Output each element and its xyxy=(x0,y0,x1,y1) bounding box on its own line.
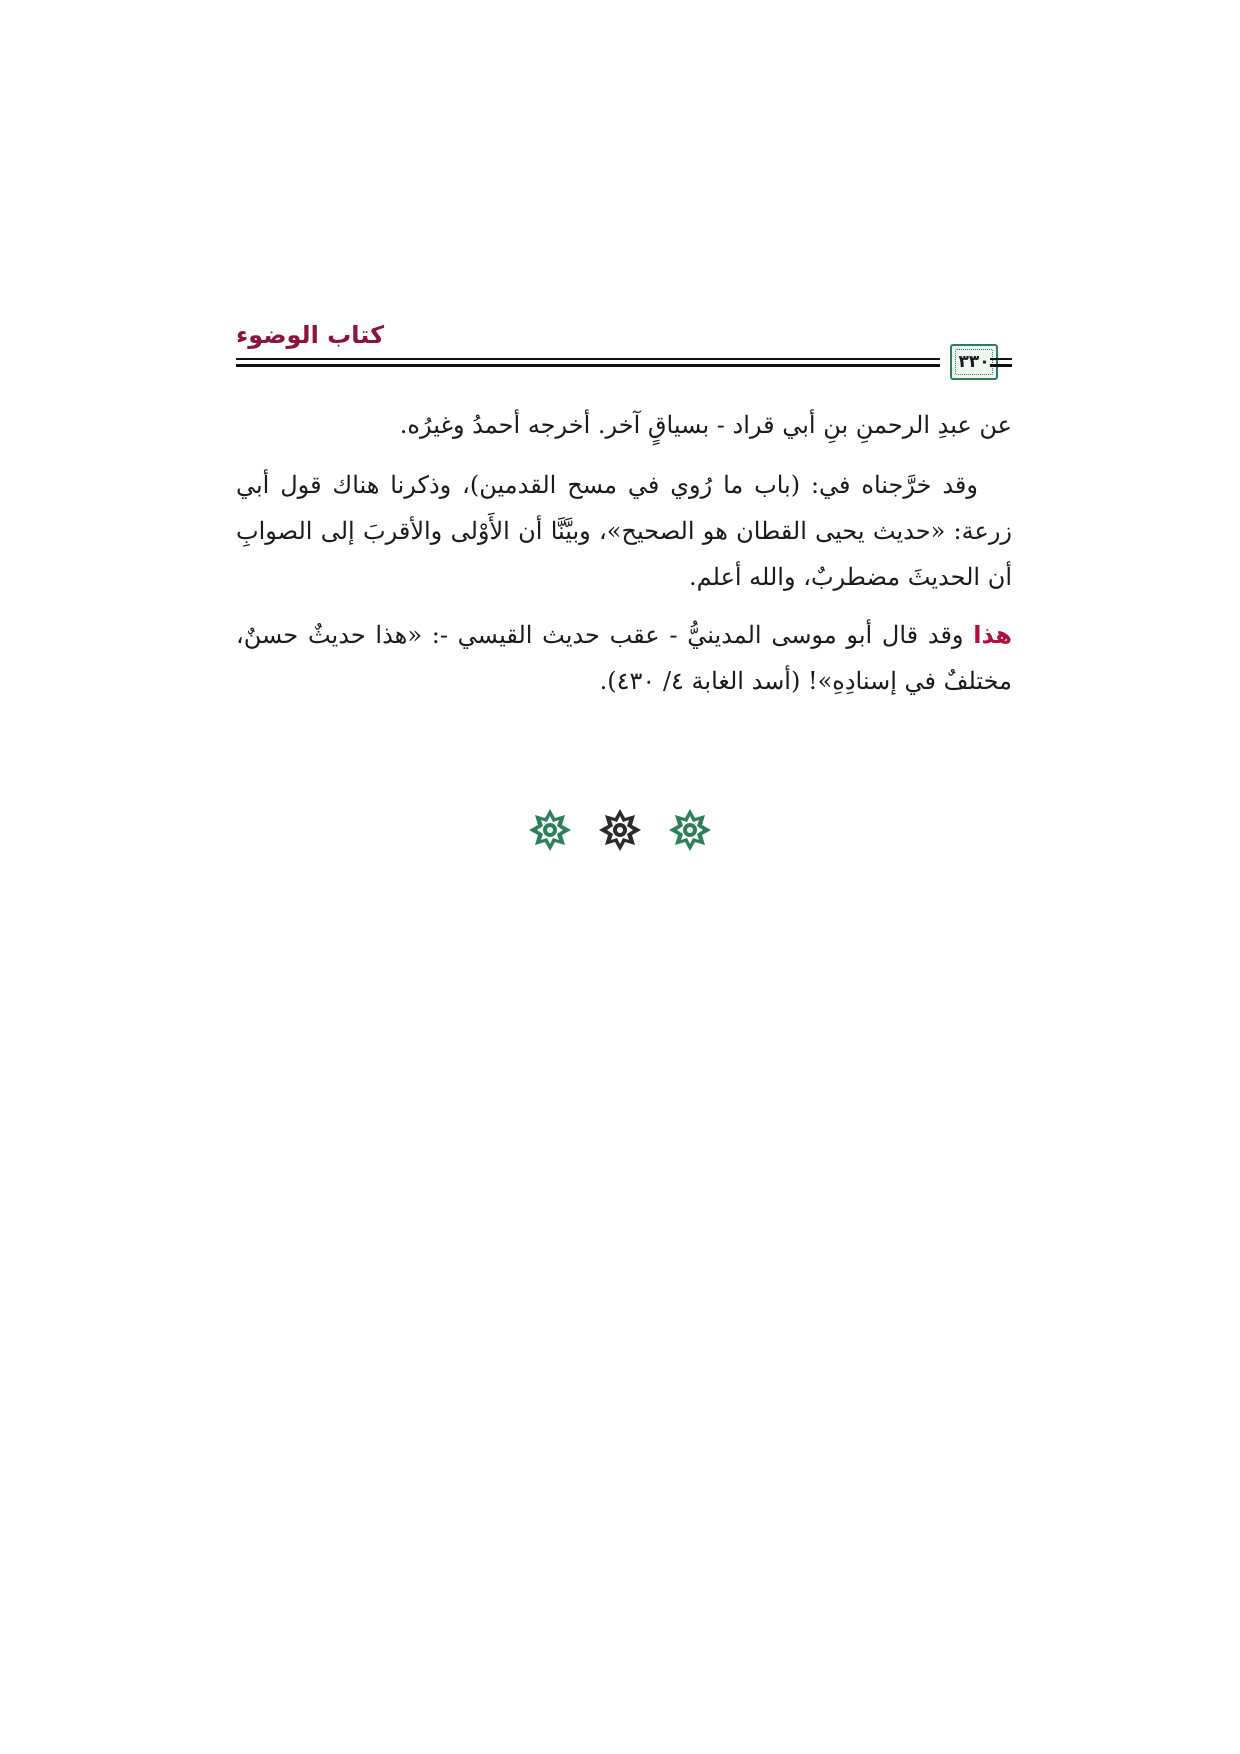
paragraph xyxy=(236,612,1012,704)
page-number: ٣٣٠ xyxy=(958,352,990,372)
header-rule-side xyxy=(990,364,1012,367)
page-body xyxy=(236,402,1012,716)
star-ornament-icon xyxy=(668,808,712,852)
chapter-title: كتاب الوضوء xyxy=(236,321,385,349)
star-ornament-icon xyxy=(598,808,642,852)
paragraph-text: وقد قال أبو موسى المدينيُّ - عقب حديث القيسي -: «هذا حديثٌ حسنٌ، مختلفٌ في إسنادِهِ»! (أسد الغابة ٤/ ٤٣٠). xyxy=(236,621,1012,695)
header-rule xyxy=(236,364,940,367)
header-rule xyxy=(236,358,940,360)
section-end-ornament xyxy=(528,808,712,852)
section-marker: هذا xyxy=(973,621,1012,649)
paragraph: عن عبدِ الرحمنِ بنِ أبي قراد - بسياقٍ آخر. أخرجه أحمدُ وغيرُه. xyxy=(399,411,1012,439)
star-ornament-icon xyxy=(528,808,572,852)
paragraph: وقد خرَّجناه في: (باب ما رُوي في مسح القدمين)، وذكرنا هناك قول أبي زرعة: «حديث يحيى القطان هو الصحيح»، وبيَّنَّا أن الأَوْلى والأقربَ إلى الصوابِ أن الحديثَ مضطربٌ، والله أعلم. xyxy=(236,471,1012,591)
page-header xyxy=(236,318,1012,390)
page-number-frame xyxy=(950,344,998,380)
header-rule-side xyxy=(990,358,1012,360)
